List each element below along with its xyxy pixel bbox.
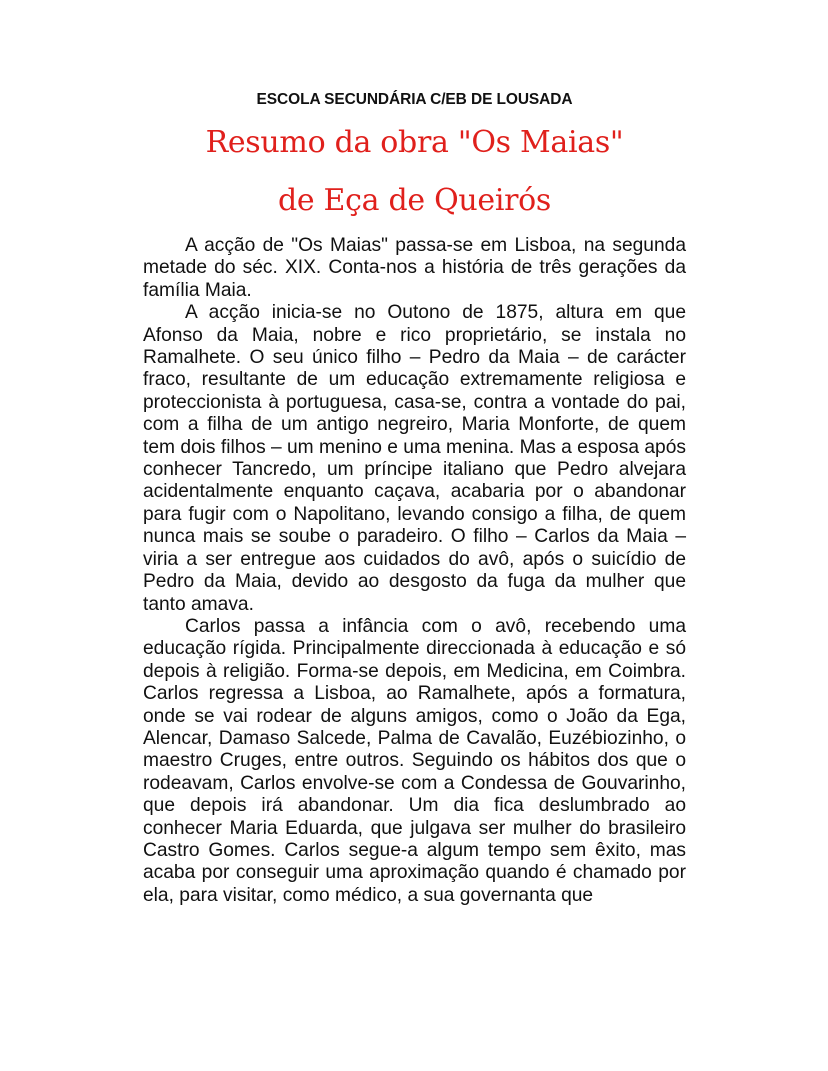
- paragraph: Carlos passa a infância com o avô, recebendo uma educação rígida. Principalmente direccionada à educação e só depois à religião. Forma-se depois, em Medicina, em Coimbra. Carlos regressa a Lisboa, ao Ramalhete, após a formatura, onde se vai rodear de alguns amigos, como o João da Ega, Alencar, Damaso Salcede, Palma de Cavalão, Euzébiozinho, o maestro Cruges, entre outros. Seguindo os hábitos dos que o rodeavam, Carlos envolve-se com a Condessa de Gouvarinho, que depois irá abandonar. Um dia fica deslumbrado ao conhecer Maria Eduarda, que julgava ser mulher do brasileiro Castro Gomes. Carlos segue-a algum tempo sem êxito, mas acaba por conseguir uma aproximação quando é chamado por ela, para visitar, como médico, a sua governanta que: [143, 615, 686, 906]
- document-title: Resumo da obra "Os Maias": [205, 125, 624, 160]
- paragraph: A acção inicia-se no Outono de 1875, altura em que Afonso da Maia, nobre e rico proprietário, se instala no Ramalhete. O seu único filho – Pedro da Maia – de carácter fraco, resultante de um educação extremamente religiosa e proteccionista à portuguesa, casa-se, contra a vontade do pai, com a filha de um antigo negreiro, Maria Monforte, de quem tem dois filhos – um menino e uma menina. Mas a esposa após conhecer Tancredo, um príncipe italiano que Pedro alvejara acidentalmente enquanto caçava, acabaria por o abandonar para fugir com o Napolitano, levando consigo a filha, de quem nunca mais se soube o paradeiro. O filho – Carlos da Maia – viria a ser entregue aos cuidados do avô, após o suicídio de Pedro da Maia, devido ao desgosto da fuga da mulher que tanto amava.: [143, 302, 686, 615]
- document-subtitle-author: de Eça de Queirós: [277, 183, 552, 218]
- paragraph: A acção de "Os Maias" passa-se em Lisboa, na segunda metade do séc. XIX. Conta-nos a história de três gerações da família Maia.: [143, 235, 686, 301]
- document-body: [143, 235, 686, 907]
- document-page: [143, 88, 686, 907]
- school-name: ESCOLA SECUNDÁRIA C/EB DE LOUSADA: [256, 91, 573, 108]
